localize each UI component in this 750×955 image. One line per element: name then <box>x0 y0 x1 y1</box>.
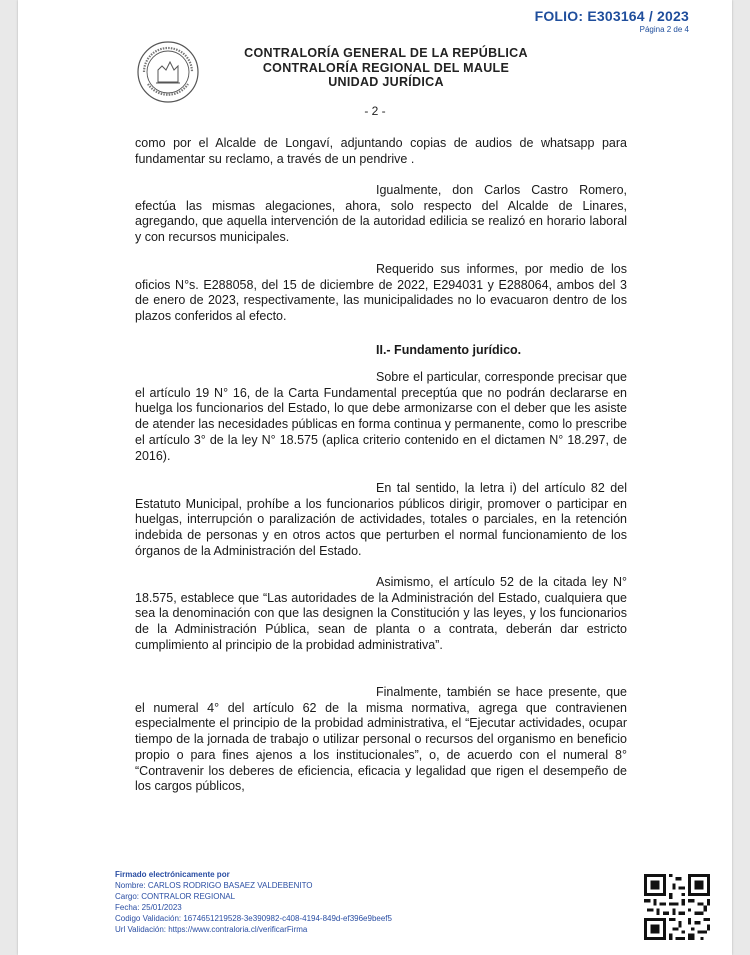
heading-line-2: CONTRALORÍA REGIONAL DEL MAULE <box>262 60 510 75</box>
qr-code-icon <box>644 874 710 940</box>
heading-line-3: UNIDAD JURÍDICA <box>328 75 444 89</box>
paragraph-4: Sobre el particular, corresponde precisar que el artículo 19 N° 16, de la Carta Fundamental preceptúa que no podrán declararse en huelga los funcionarios del Estado, lo que debe armonizarse con el deber que les asiste de atender las necesidades públicas en forma continua y permanente, como lo prescribe el artículo 3° de la ley N° 18.575 (aplica criterio contenido en el dictamen N° 18.297, de 2016). <box>135 370 627 463</box>
page-number: - 2 - <box>364 104 386 118</box>
section-title: II.- Fundamento jurídico. <box>376 343 522 357</box>
paragraph-5: En tal sentido, la letra i) del artículo 82 del Estatuto Municipal, prohíbe a los funcionarios públicos dirigir, promover o participar en huelgas, interrupción o paralización de actividades, totales o parciales, en la retención indebida de personas y en otros actos que perturben el normal funcionamiento de los órganos de la Administración del Estado. <box>135 481 627 558</box>
folio-number: FOLIO: E303164 / 2023 <box>534 8 689 24</box>
signer-position: Cargo: CONTRALOR REGIONAL <box>115 892 236 901</box>
page-indicator: Página 2 de 4 <box>639 25 689 34</box>
validation-code: Codigo Validación: 1674651219528-3e390982-c408-4194-849d-ef396e9beef5 <box>115 914 392 923</box>
signer-name: Nombre: CARLOS RODRIGO BASAEZ VALDEBENITO <box>115 881 313 890</box>
contraloria-seal-icon <box>136 40 200 104</box>
folio-block <box>535 8 689 34</box>
paragraph-1: como por el Alcalde de Longaví, adjuntando copias de audios de whatsapp para fundamentar su reclamo, a través de un pendrive . <box>135 136 627 166</box>
document-page <box>18 0 732 955</box>
paragraph-6: Asimismo, el artículo 52 de la citada ley N° 18.575, establece que “Las autoridades de la Administración del Estado, cualquiera que sea la denominación con que las designen la Constitución y las leyes, y los funcionarios de la Administración Pública, sean de planta o a contrata, deberán dar estricto cumplimiento al principio de la probidad administrativa”. <box>135 575 627 652</box>
institution-heading <box>226 46 546 90</box>
paragraph-3: Requerido sus informes, por medio de los oficios N°s. E288058, del 15 de diciembre de 2022, E294031 y E288064, ambos del 3 de enero de 2023, respectivamente, las municipalidades no lo evacuaron dentro de los plazos conferidos al efecto. <box>135 262 627 324</box>
paragraph-2: Igualmente, don Carlos Castro Romero, efectúa las mismas alegaciones, ahora, solo respecto del Alcalde de Linares, agregando, que aquella intervención de la autoridad edilicia se realizó en horario laboral y con recursos municipales. <box>135 183 627 245</box>
validation-url[interactable]: Url Validación: https://www.contraloria.cl/verificarFirma <box>115 925 308 934</box>
signature-date: Fecha: 25/01/2023 <box>115 903 182 912</box>
signature-title: Firmado electrónicamente por <box>115 870 230 879</box>
heading-line-1: CONTRALORÍA GENERAL DE LA REPÚBLICA <box>244 46 528 60</box>
paragraph-7: Finalmente, también se hace presente, que el numeral 4° del artículo 62 de la misma normativa, agrega que contravienen especialmente el principio de la probidad administrativa, el “Ejecutar actividades, ocupar tiempo de la jornada de trabajo o utilizar personal o recursos del organismo en beneficio propio o para fines ajenos a los institucionales”, o, de acuerdo con el numeral 8° “Contravenir los deberes de eficiencia, eficacia y legalidad que rigen el desempeño de los cargos públicos, <box>135 685 627 794</box>
electronic-signature <box>115 869 392 935</box>
